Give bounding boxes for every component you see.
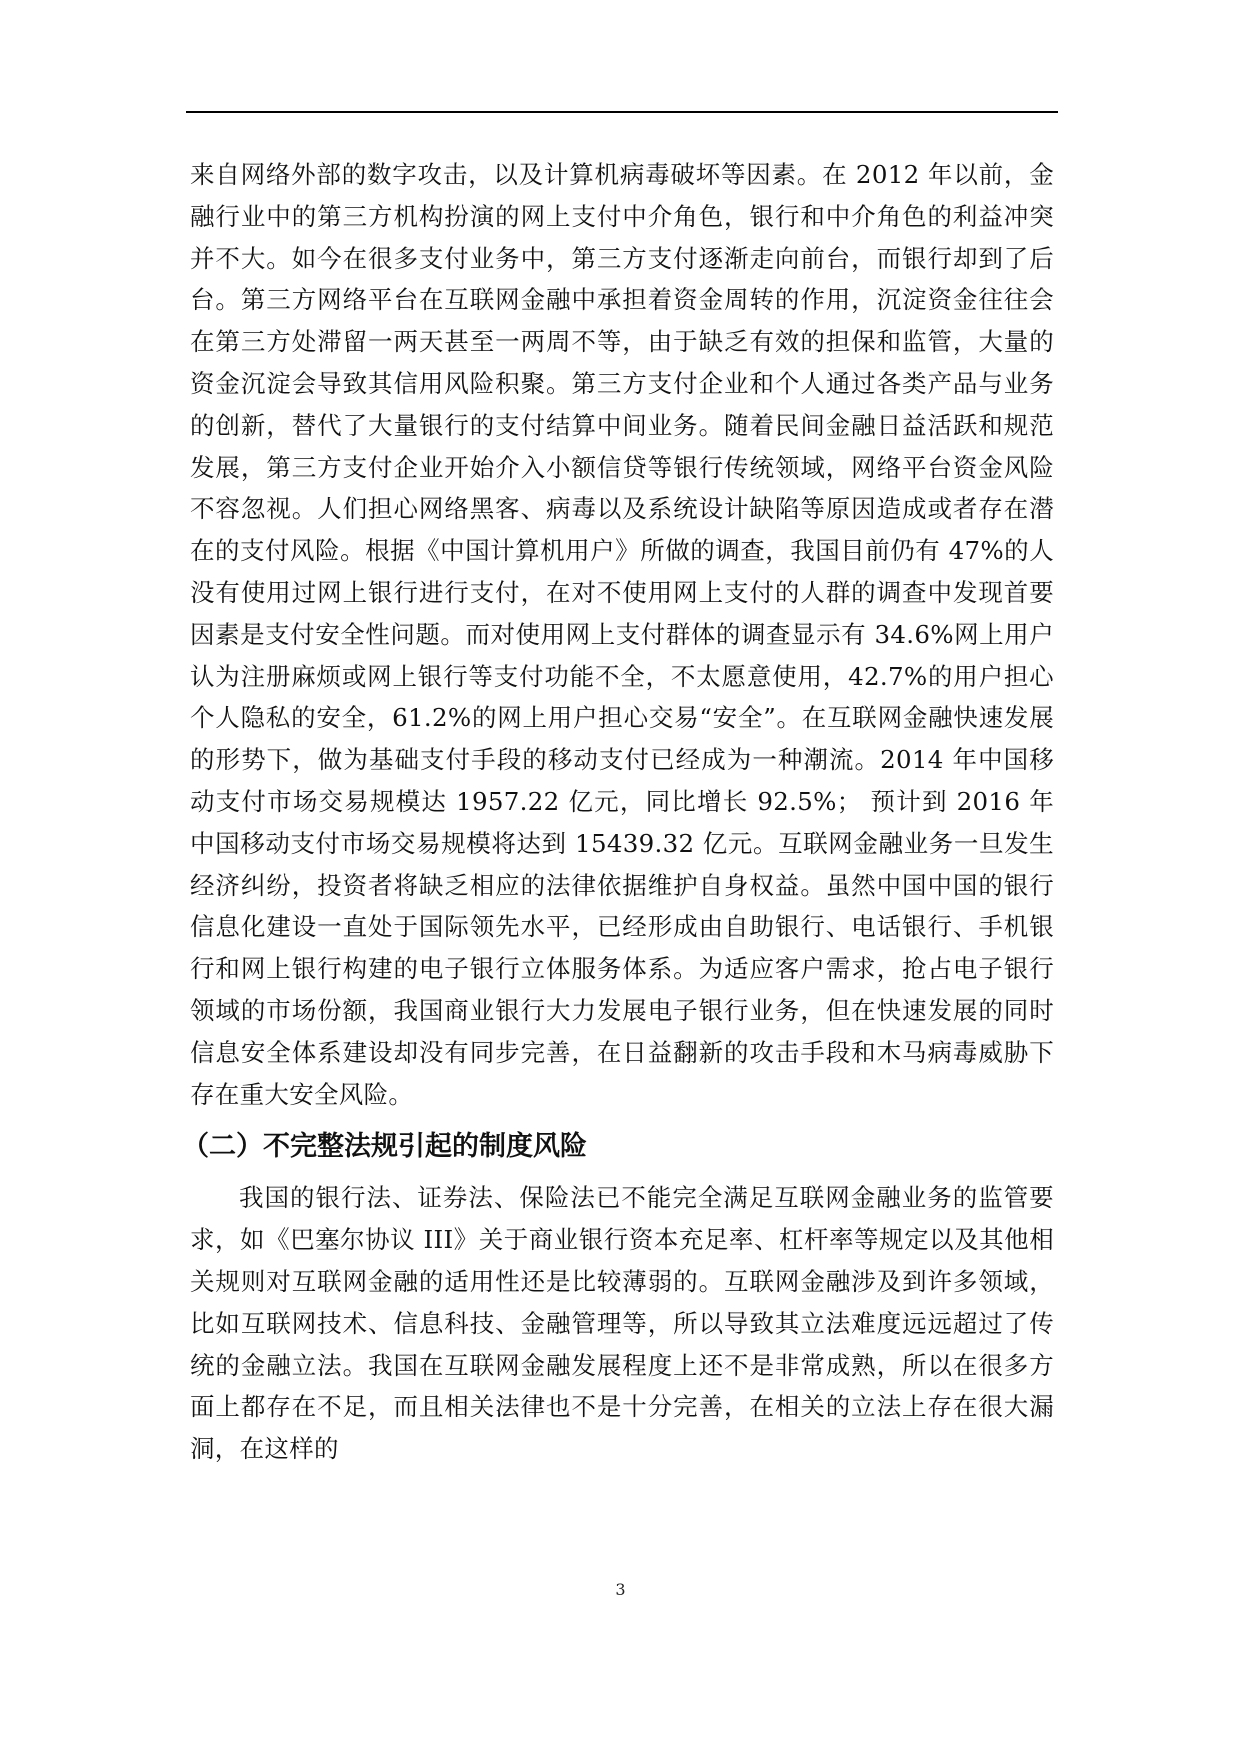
page-body [182, 154, 1054, 1470]
body-paragraph: 来自网络外部的数字攻击，以及计算机病毒破坏等因素。在 2012 年以前，金融行业中的第三方机构扮演的网上支付中介角色，银行和中介角色的利益冲突并不大。如今在很多支付业务中，第三方支付逐渐走向前台，而银行却到了后台。第三方网络平台在互联网金融中承担着资金周转的作用，沉淀资金往往会在第三方处滞留一两天甚至一两周不等，由于缺乏有效的担保和监管，大量的资金沉淀会导致其信用风险积聚。第三方支付企业和个人通过各类产品与业务的创新，替代了大量银行的支付结算中间业务。随着民间金融日益活跃和规范发展，第三方支付企业开始介入小额信贷等银行传统领域，网络平台资金风险不容忽视。人们担心网络黑客、病毒以及系统设计缺陷等原因造成或者存在潜在的支付风险。根据《中国计算机用户》所做的调查，我国目前仍有 47%的人没有使用过网上银行进行支付，在对不使用网上支付的人群的调查中发现首要因素是支付安全性问题。而对使用网上支付群体的调查显示有 34.6%网上用户认为注册麻烦或网上银行等支付功能不全，不太愿意使用，42.7%的用户担心个人隐私的安全，61.2%的网上用户担心交易“安全”。在互联网金融快速发展的形势下，做为基础支付手段的移动支付已经成为一种潮流。2014 年中国移动支付市场交易规模达 1957.22 亿元，同比增长 92.5%； 预计到 2016 年中国移动支付市场交易规模将达到 15439.32 亿元。互联网金融业务一旦发生经济纠纷，投资者将缺乏相应的法律依据维护自身权益。虽然中国中国的银行信息化建设一直处于国际领先水平，已经形成由自助银行、电话银行、手机银行和网上银行构建的电子银行立体服务体系。为适应客户需求，抢占电子银行领域的市场份额，我国商业银行大力发展电子银行业务，但在快速发展的同时信息安全体系建设却没有同步完善，在日益翻新的攻击手段和木马病毒威胁下存在重大安全风险。 [190, 160, 1054, 1109]
header-rule [186, 111, 1058, 113]
page-number: 3 [615, 1580, 626, 1599]
section-heading: （二）不完整法规引起的制度风险 [182, 1131, 587, 1163]
body-paragraph: 我国的银行法、证券法、保险法已不能完全满足互联网金融业务的监管要求，如《巴塞尔协议 III》关于商业银行资本充足率、杠杆率等规定以及其他相关规则对互联网金融的适用性还是比较薄弱的。互联网金融涉及到许多领域，比如互联网技术、信息科技、金融管理等，所以导致其立法难度远远超过了传统的金融立法。我国在互联网金融发展程度上还不是非常成熟，所以在很多方面上都存在不足，而且相关法律也不是十分完善，在相关的立法上存在很大漏洞，在这样的 [190, 1183, 1054, 1464]
